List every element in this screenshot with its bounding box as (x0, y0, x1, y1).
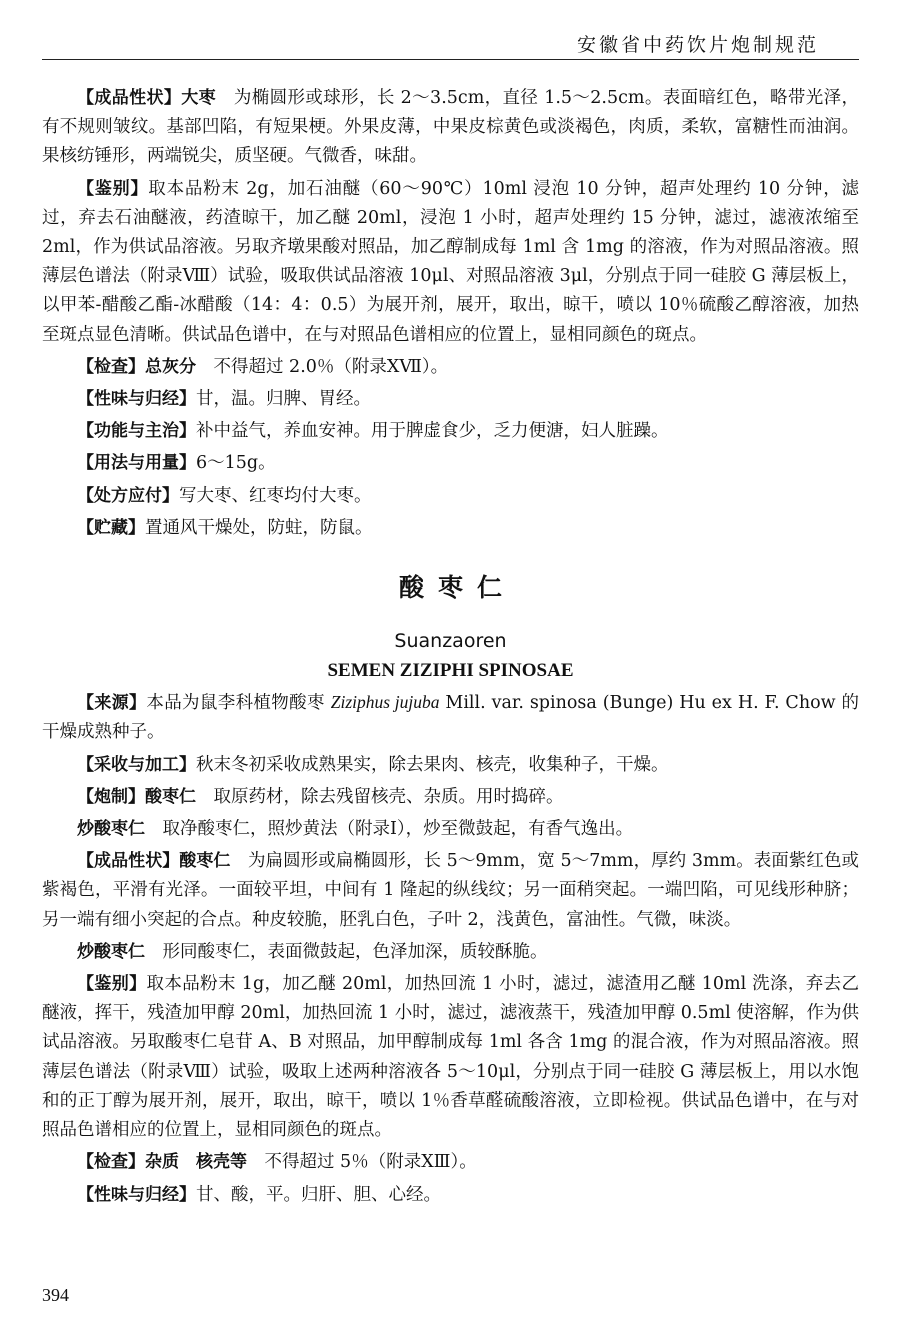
section-label: 【采收与加工】 (77, 754, 196, 775)
section-label: 【用法与用量】 (77, 453, 196, 474)
section-label: 【功能与主治】 (77, 421, 196, 442)
paragraph-text: 取净酸枣仁，照炒黄法（附录Ⅰ），炒至微鼓起，有香气逸出。 (145, 819, 634, 840)
paragraph-text: 取本品粉末 1g，加乙醚 20ml，加热回流 1 小时，滤过，滤渣用乙醚 10ml 洗涤，弃去乙醚液，挥干，残渣加甲醇 20ml，加热回流 1 小时，滤过，滤液蒸干，残渣加甲醇 0.5ml 使溶解，作为供试品溶液。另取酸枣仁皂苷 A、B 对照品，加甲醇制成每 1ml 各含 1mg 的混合液，作为对照品溶液。照薄层色谱法（附录Ⅷ）试验，吸取上述两种溶液各 5～10μl，分别点于同一硅胶 G 薄层板上，用以水饱和的正丁醇为展开剂，展开，取出，晾干，喷以 1％香草醛硫酸溶液，立即检视。供试品色谱中，在与对照品色谱相应的位置上，显相同颜色的斑点。 (42, 974, 859, 1141)
section-label: 炒酸枣仁 (77, 941, 145, 962)
paragraph-text: 写大枣、红枣均付大枣。 (179, 485, 372, 506)
paragraph-appearance-dazao (42, 84, 859, 172)
paragraph-identification (42, 175, 859, 350)
paragraph-text: 置通风干燥处，防蛀，防鼠。 (145, 517, 373, 538)
paragraph-text: 形同酸枣仁，表面微鼓起，色泽加深，质较酥脆。 (145, 941, 548, 962)
paragraph-inspection-2 (42, 1148, 859, 1177)
paragraph-text: 秋末冬初采收成熟果实，除去果肉、核壳，收集种子，干燥。 (196, 754, 669, 775)
paragraph-appearance (42, 847, 859, 935)
page-number: 394 (42, 1285, 69, 1305)
section-label: 【成品性状】酸枣仁 (77, 851, 231, 872)
paragraph-appearance-fried (42, 938, 859, 967)
running-head: 安徽省中药饮片炮制规范 (42, 30, 859, 60)
paragraph-processing-fried (42, 815, 859, 844)
section-label: 【检查】杂质 核壳等 (77, 1152, 247, 1173)
paragraph-text: 为椭圆形或球形，长 2～3.5cm，直径 1.5～2.5cm。表面暗红色，略带光泽，有不规则皱纹。基部凹陷，有短果梗。外果皮薄，中果皮棕黄色或淡褐色，肉质，柔软，富糖性而油润。果核纺锤形，两端锐尖，质坚硬。气微香，味甜。 (42, 88, 860, 167)
section-label: 【鉴别】 (77, 974, 147, 995)
paragraph-prescription (42, 482, 859, 511)
paragraph-text: 甘、酸，平。归肝、胆、心经。 (196, 1184, 441, 1205)
page-body (42, 84, 859, 1210)
monograph-latin-name: SEMEN ZIZIPHI SPINOSAE (327, 660, 574, 682)
section-label: 【炮制】酸枣仁 (77, 786, 196, 807)
monograph-title: 酸枣仁 (398, 573, 516, 603)
section-label: 【贮藏】 (77, 517, 145, 538)
paragraph-storage (42, 514, 859, 543)
section-label: 【性味与归经】 (77, 1184, 196, 1205)
section-label: 【鉴别】 (77, 178, 149, 199)
paragraph-text: 为扁圆形或扁椭圆形，长 5～9mm，宽 5～7mm，厚约 3mm。表面紫红色或紫褐色，平滑有光泽。一面较平坦，中间有 1 隆起的纵线纹；另一面稍突起。一端凹陷，可见线形种脐；另一端有细小突起的合点。种皮较脆，胚乳白色，子叶 2，浅黄色，富油性。气微，味淡。 (42, 851, 859, 930)
section-label: 【处方应付】 (77, 485, 179, 506)
paragraph-inspection (42, 353, 859, 382)
section-label: 炒酸枣仁 (77, 819, 145, 840)
paragraph-dosage (42, 449, 859, 478)
paragraph-harvest (42, 751, 859, 780)
paragraph-text: 甘，温。归脾、胃经。 (196, 389, 371, 410)
paragraph-text: 补中益气，养血安神。用于脾虚食少，乏力便溏，妇人脏躁。 (196, 421, 669, 442)
paragraph-text: 6～15g。 (196, 453, 276, 474)
paragraph-identification-2 (42, 970, 859, 1145)
section-label: 【来源】 (77, 693, 147, 714)
monograph-pinyin: Suanzaoren (394, 630, 507, 653)
paragraph-text: 本品为鼠李科植物酸枣 (146, 693, 331, 714)
paragraph-text: 不得超过 5％（附录ⅩⅢ）。 (247, 1152, 477, 1173)
paragraph-source (42, 688, 859, 747)
paragraph-text: 取本品粉末 2g，加石油醚（60～90℃）10ml 浸泡 10 分钟，超声处理约 10 分钟，滤过，弃去石油醚液，药渣晾干，加乙醚 20ml，浸泡 1 小时，超声处理约 15 分钟，滤过，滤液浓缩至 2ml，作为供试品溶液。另取齐墩果酸对照品，加乙醇制成每 1ml 含 1mg 的溶液，作为对照品溶液。照薄层色谱法（附录Ⅷ）试验，吸取供试品溶液 10μl、对照品溶液 3μl，分别点于同一硅胶 G 薄层板上，以甲苯-醋酸乙酯-冰醋酸（14：4：0.5）为展开剂，展开，取出，晾干，喷以 10％硫酸乙醇溶液，加热至斑点显色清晰。供试品色谱中，在与对照品色谱相应的位置上，显相同颜色的斑点。 (42, 178, 860, 345)
paragraph-text: 不得超过 2.0％（附录ⅩⅦ）。 (196, 356, 449, 377)
section-label: 【性味与归经】 (77, 389, 196, 410)
paragraph-text: 取原药材，除去残留核壳、杂质。用时捣碎。 (196, 786, 564, 807)
paragraph-nature-meridian-2 (42, 1181, 859, 1210)
paragraph-nature-meridian (42, 385, 859, 414)
paragraph-processing (42, 783, 859, 812)
section-label: 【检查】总灰分 (77, 356, 196, 377)
species-name: Ziziphus jujuba (330, 692, 440, 713)
paragraph-text: Mill. var. spinosa (Bunge) Hu ex H. F. Chow 的干燥成熟种子。 (42, 693, 860, 743)
paragraph-function (42, 417, 859, 446)
section-label: 【成品性状】大枣 (77, 88, 216, 108)
